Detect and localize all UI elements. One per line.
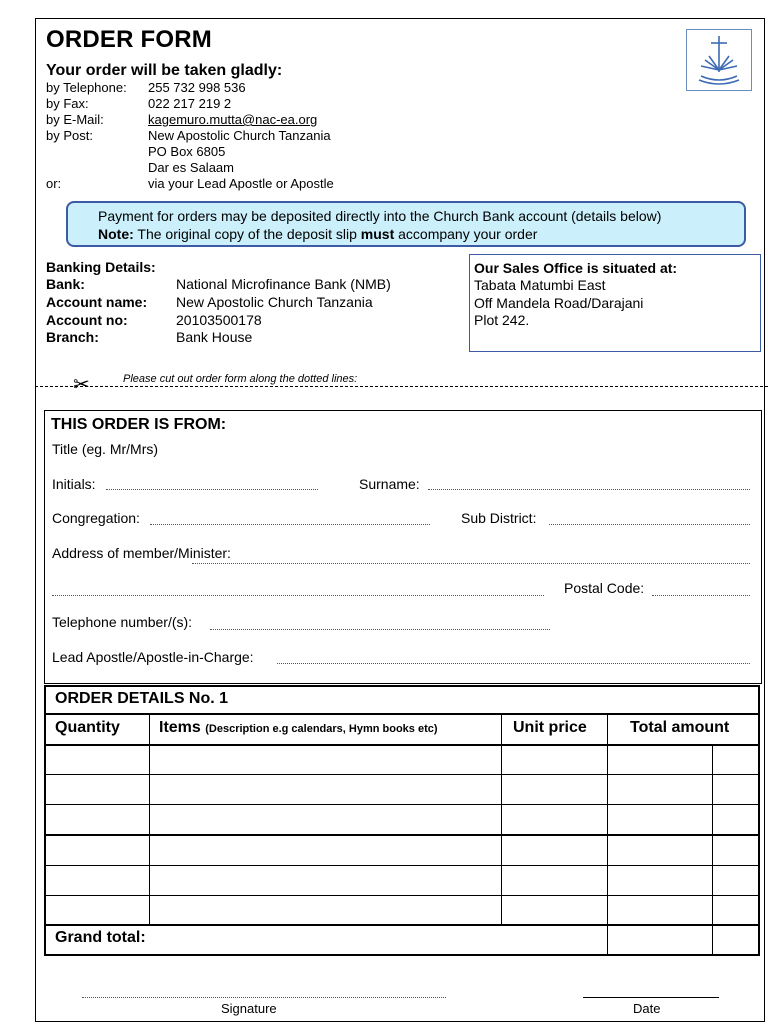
surname-label: Surname: xyxy=(359,476,420,492)
scissors-icon: ✂ xyxy=(73,374,90,396)
table-row xyxy=(44,834,760,836)
contact-label: by Fax: xyxy=(46,96,89,111)
date-label: Date xyxy=(633,1001,661,1016)
sales-office-line: Plot 242. xyxy=(474,312,530,328)
sales-office-line: Tabata Matumbi East xyxy=(474,277,606,293)
contact-post xyxy=(46,128,466,144)
cut-line xyxy=(35,386,768,387)
contact-label: by Post: xyxy=(46,128,93,143)
bank-label: Branch: xyxy=(46,329,99,345)
sales-office-title: Our Sales Office is situated at: xyxy=(474,260,678,276)
table-row xyxy=(44,924,760,926)
telephone-label: Telephone number/(s): xyxy=(52,614,193,630)
notice-text-a: The original copy of the deposit slip xyxy=(137,226,357,242)
note-label: Note: xyxy=(98,226,134,242)
table-row xyxy=(44,804,760,805)
contact-city xyxy=(46,160,466,176)
items-header-label: Items xyxy=(159,719,201,736)
bank-value: National Microfinance Bank (NMB) xyxy=(176,276,391,292)
sub-district-label: Sub District: xyxy=(461,510,537,526)
church-logo-icon xyxy=(686,29,752,91)
bank-label: Account no: xyxy=(46,312,128,328)
contact-label: or: xyxy=(46,176,62,191)
table-row xyxy=(44,865,760,866)
initials-field[interactable] xyxy=(106,489,318,490)
bank-value: 20103500178 xyxy=(176,312,262,328)
notice-must: must xyxy=(360,226,395,242)
bank-row xyxy=(46,276,466,294)
date-field[interactable] xyxy=(583,997,719,998)
sub-district-field[interactable] xyxy=(549,524,750,525)
initials-label: Initials: xyxy=(52,476,96,492)
bank-value: New Apostolic Church Tanzania xyxy=(176,294,373,310)
subtitle: Your order will be taken gladly: xyxy=(46,62,283,79)
cut-instruction: Please cut out order form along the dotted lines: xyxy=(123,373,358,385)
congregation-field[interactable] xyxy=(150,524,430,525)
notice-line-2 xyxy=(98,226,537,242)
page-title: ORDER FORM xyxy=(46,26,212,53)
payment-notice xyxy=(66,201,746,247)
contact-value: 022 217 219 2 xyxy=(148,96,232,111)
order-from-title: THIS ORDER IS FROM: xyxy=(51,416,227,433)
congregation-label: Congregation: xyxy=(52,510,140,526)
notice-line-1: Payment for orders may be deposited directly into the Church Bank account (details below) xyxy=(98,208,662,224)
title-field-label: Title (eg. Mr/Mrs) xyxy=(52,441,159,457)
branch-row xyxy=(46,329,466,347)
column-divider xyxy=(149,713,150,924)
surname-field[interactable] xyxy=(428,489,750,490)
lead-apostle-field[interactable] xyxy=(277,663,750,664)
contact-email xyxy=(46,112,466,128)
grand-total-label: Grand total: xyxy=(55,929,146,946)
banking-title: Banking Details: xyxy=(46,259,156,275)
col-header-items xyxy=(159,719,438,737)
contact-value: via your Lead Apostle or Apostle xyxy=(148,176,334,191)
postal-code-field[interactable] xyxy=(652,595,750,596)
col-header-total-amount: Total amount xyxy=(630,719,730,736)
address-label: Address of member/Minister: xyxy=(52,545,231,561)
signature-field[interactable] xyxy=(82,997,446,998)
contact-telephone xyxy=(46,80,466,96)
postal-code-label: Postal Code: xyxy=(564,580,645,596)
column-divider xyxy=(712,744,713,954)
address-field-line-2[interactable] xyxy=(52,595,544,596)
table-divider xyxy=(44,713,760,715)
contact-value: PO Box 6805 xyxy=(148,144,226,159)
lead-apostle-label: Lead Apostle/Apostle-in-Charge: xyxy=(52,649,254,665)
email-link[interactable]: kagemuro.mutta@nac-ea.org xyxy=(148,112,318,127)
contact-label: by E-Mail: xyxy=(46,112,104,127)
table-row xyxy=(44,895,760,896)
col-header-quantity: Quantity xyxy=(55,719,120,736)
col-header-unit-price: Unit price xyxy=(513,719,587,736)
account-name-row xyxy=(46,294,466,312)
contact-or xyxy=(46,176,466,192)
contact-label: by Telephone: xyxy=(46,80,127,95)
notice-text-b: accompany your order xyxy=(398,226,538,242)
address-field[interactable] xyxy=(192,563,750,564)
sales-office-line: Off Mandela Road/Darajani xyxy=(474,295,644,311)
order-details-title: ORDER DETAILS No. 1 xyxy=(55,690,229,707)
table-row xyxy=(44,744,760,746)
contact-value: 255 732 998 536 xyxy=(148,80,246,95)
telephone-field[interactable] xyxy=(210,629,550,630)
bank-label: Account name: xyxy=(46,294,148,310)
bank-value: Bank House xyxy=(176,329,253,345)
column-divider xyxy=(501,713,502,924)
sales-office-box xyxy=(469,254,761,352)
contact-value: New Apostolic Church Tanzania xyxy=(148,128,331,143)
contact-po-box xyxy=(46,144,466,160)
contact-value: Dar es Salaam xyxy=(148,160,234,175)
column-divider xyxy=(607,713,608,954)
table-row xyxy=(44,774,760,775)
account-no-row xyxy=(46,312,466,330)
contact-fax xyxy=(46,96,466,112)
bank-label: Bank: xyxy=(46,276,85,292)
signature-label: Signature xyxy=(221,1001,277,1016)
items-header-note: (Description e.g calendars, Hymn books etc) xyxy=(205,723,438,735)
